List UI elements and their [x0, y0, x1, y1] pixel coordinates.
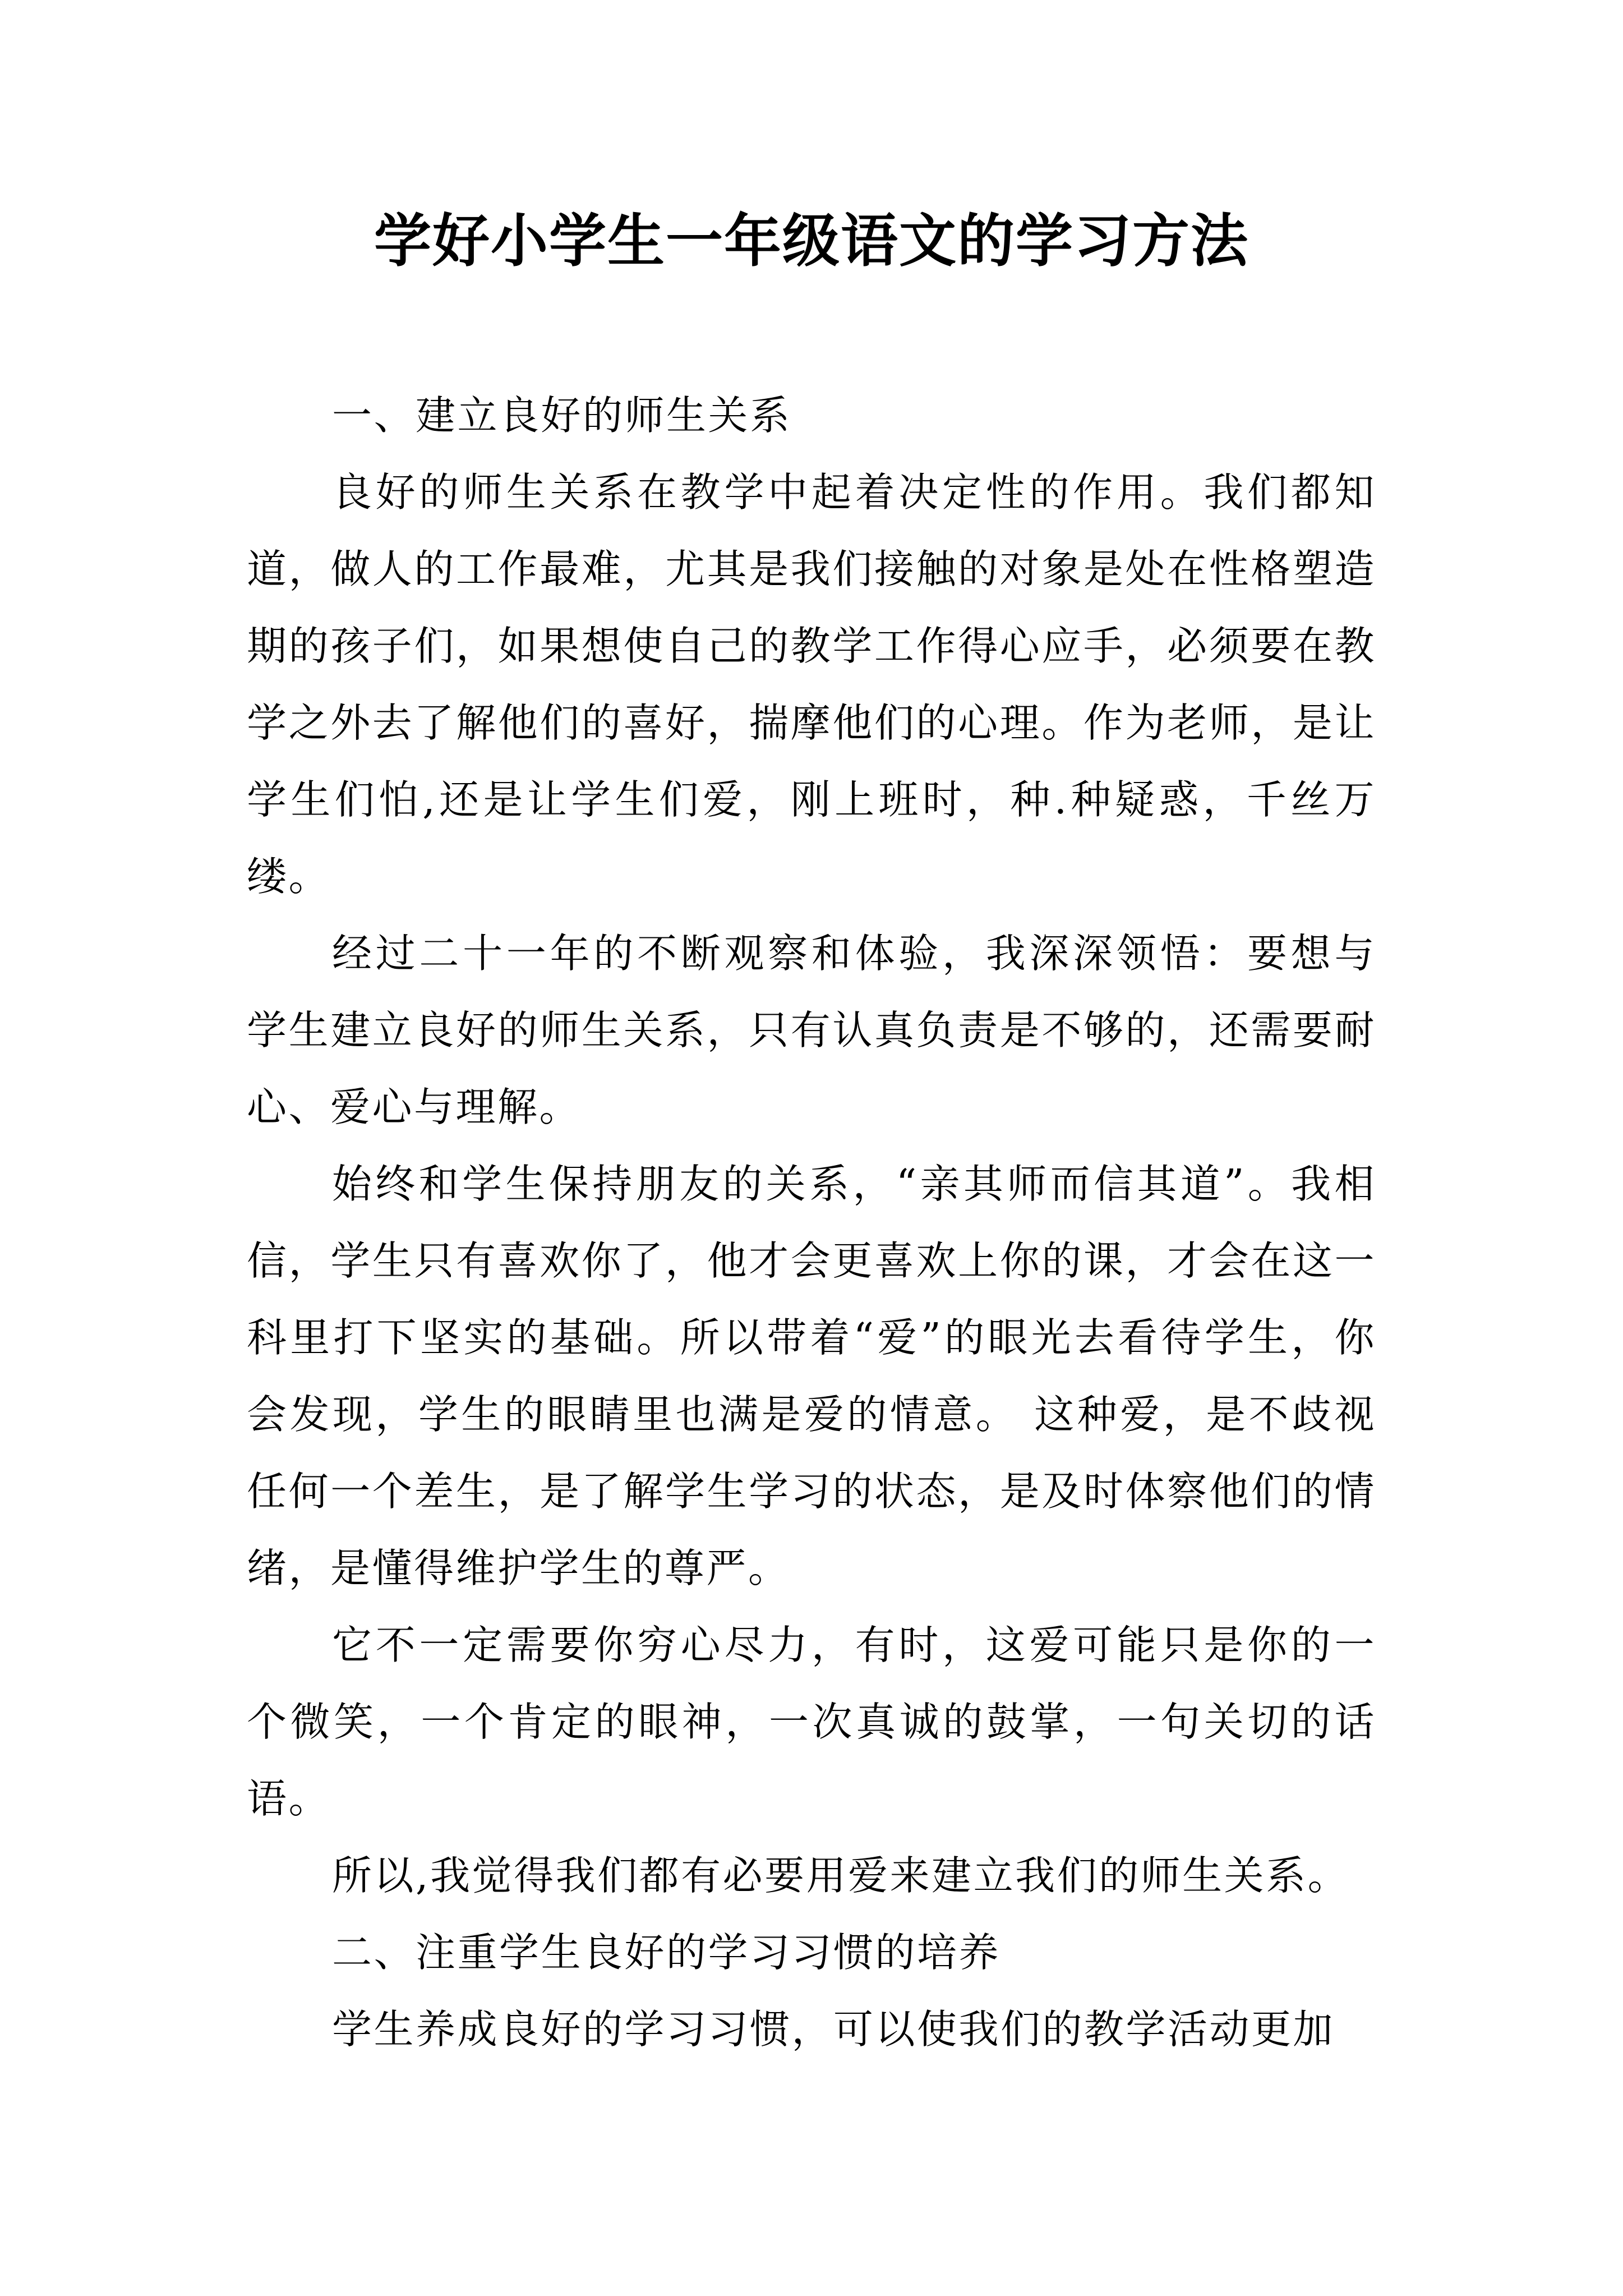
- document-title: 学好小学生一年级语文的学习方法: [374, 208, 1249, 275]
- paragraph: 良好的师生关系在教学中起着决定性的作用。我们都知道，做人的工作最难，尤其是我们接触的对象是处在性格塑造期的孩子们，如果想使自己的教学工作得心应手，必须要在教学之外去了解他们的喜好，揣摩他们的心理。作为老师，是让学生们怕,还是让学生们爱，刚上班时，种.种疑惑，千丝万缕。: [247, 469, 1376, 900]
- section-heading: 一、建立良好的师生关系: [332, 392, 792, 439]
- document-body: [247, 377, 1376, 2068]
- section-heading: 二、注重学生良好的学习习惯的培养: [332, 1929, 1001, 1976]
- paragraph: 经过二十一年的不断观察和体验，我深深领悟：要想与学生建立良好的师生关系，只有认真负责是不够的，还需要耐心、爱心与理解。: [247, 930, 1376, 1130]
- paragraph: 学生养成良好的学习习惯，可以使我们的教学活动更加: [332, 2006, 1335, 2053]
- paragraph: 始终和学生保持朋友的关系，“亲其师而信其道”。我相信，学生只有喜欢你了，他才会更喜欢上你的课，才会在这一科里打下坚实的基础。所以带着“爱”的眼光去看待学生，你会发现，学生的眼睛里也满是爱的情意。 这种爱，是不歧视任何一个差生，是了解学生学习的状态，是及时体察他们的情绪，是懂得维护学生的尊严。: [247, 1161, 1376, 1591]
- paragraph: 所以,我觉得我们都有必要用爱来建立我们的师生关系。: [332, 1852, 1350, 1899]
- paragraph: 它不一定需要你穷心尽力，有时，这爱可能只是你的一个微笑，一个肯定的眼神，一次真诚的鼓掌，一句关切的话语。: [247, 1622, 1376, 1822]
